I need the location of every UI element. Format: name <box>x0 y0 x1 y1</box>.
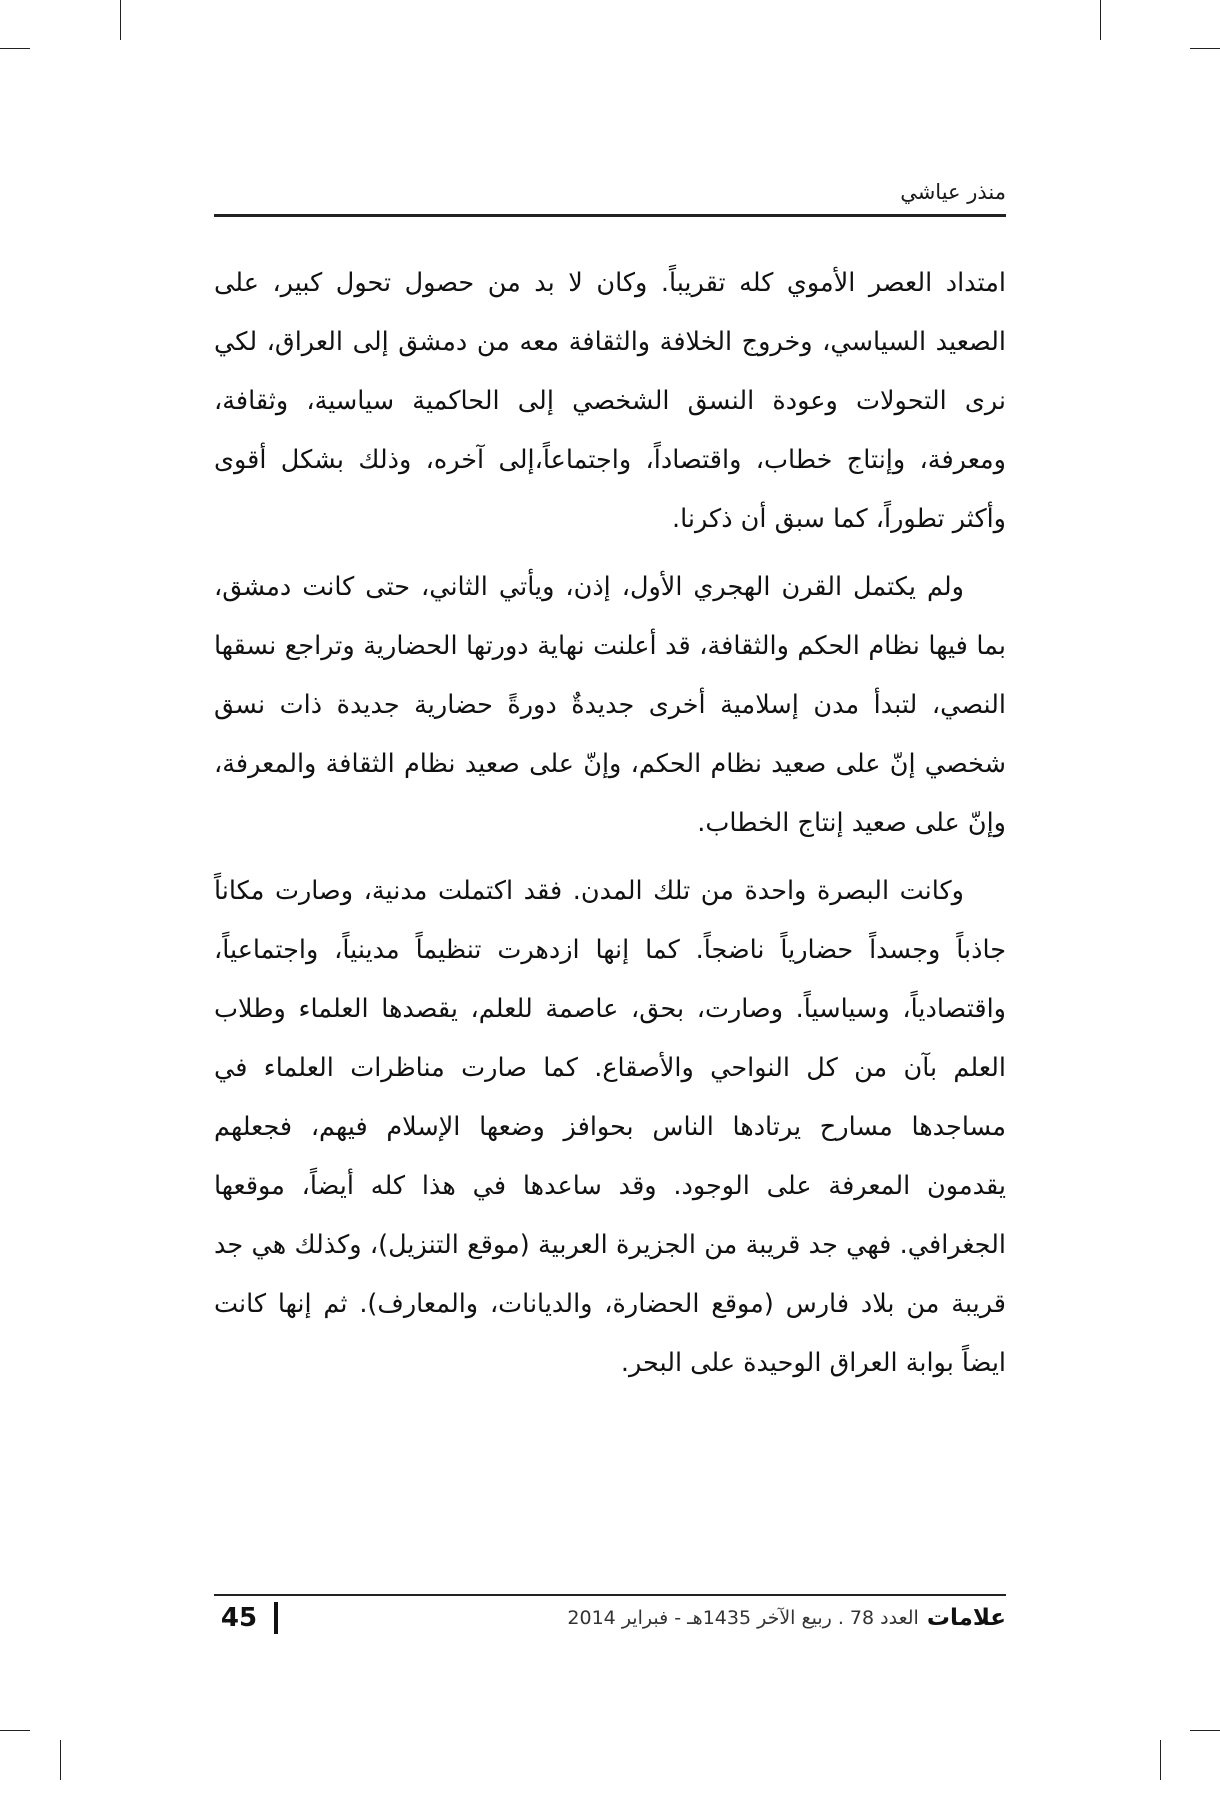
header-rule <box>214 214 1006 217</box>
crop-mark <box>120 0 121 40</box>
footer-journal <box>567 1605 1006 1631</box>
page <box>214 172 1006 1672</box>
paragraph: وكانت البصرة واحدة من تلك المدن. فقد اكتملت مدنية، وصارت مكاناً جاذباً وجسداً حضارياً ناضجاً. كما إنها ازدهرت تنظيماً مدينياً، واجتماعياً، واقتصادياً، وسياسياً. وصارت، بحق، عاصمة للعلم، يقصدها العلماء وطلاب العلم بآن من كل النواحي والأصقاع. كما صارت مناظرات العلماء في مساجدها مسارح يرتادها الناس بحوافز وضعها الإسلام فيهم، فجعلهم يقدمون المعرفة على الوجود. وقد ساعدها في هذا كله أيضاً، موقعها الجغرافي. فهي جد قريبة من الجزيرة العربية (موقع التنزيل)، وكذلك هي جد قريبة من بلاد فارس (موقع الحضارة، والديانات، والمعارف). ثم إنها كانت ايضاً بوابة العراق الوحيدة على البحر. <box>214 876 1006 1378</box>
page-number: 45 <box>220 1603 258 1633</box>
footer-left <box>214 1602 288 1634</box>
crop-mark <box>1160 1740 1161 1780</box>
issue-info: العدد 78 . ربيع الآخر 1435هـ - فبراير 2014 <box>567 1607 919 1629</box>
crop-mark <box>1190 1730 1220 1731</box>
footer-separator <box>274 1602 278 1634</box>
paragraph: ولم يكتمل القرن الهجري الأول، إذن، ويأتي الثاني، حتى كانت دمشق، بما فيها نظام الحكم والثقافة، قد أعلنت نهاية دورتها الحضارية وتراجع نسقها النصي، لتبدأ مدن إسلامية أخرى جديدةٌ دورةً حضارية جديدة ذات نسق شخصي إنّ على صعيد نظام الحكم، وإنّ على صعيد نظام الثقافة والمعرفة، وإنّ على صعيد إنتاج الخطاب. <box>214 572 1006 838</box>
crop-mark <box>60 1740 61 1780</box>
crop-mark <box>1190 48 1220 49</box>
crop-mark <box>0 1730 30 1731</box>
crop-mark <box>1100 0 1101 40</box>
page-footer <box>214 1598 1006 1638</box>
paragraph: امتداد العصر الأموي كله تقريباً. وكان لا بد من حصول تحول كبير، على الصعيد السياسي، وخروج الخلافة والثقافة معه من دمشق إلى العراق، لكي نرى التحولات وعودة النسق الشخصي إلى الحاكمية سياسية، وثقافة، ومعرفة، وإنتاج خطاب، واقتصاداً، واجتماعاً،إلى آخره، وذلك بشكل أقوى وأكثر تطوراً، كما سبق أن ذكرنا. <box>214 268 1006 534</box>
footer-rule <box>214 1594 1006 1596</box>
running-head-author: منذر عياشي <box>900 180 1006 204</box>
journal-logo: علامات <box>926 1605 1006 1631</box>
body-text <box>214 254 1006 1402</box>
crop-mark <box>0 48 30 49</box>
